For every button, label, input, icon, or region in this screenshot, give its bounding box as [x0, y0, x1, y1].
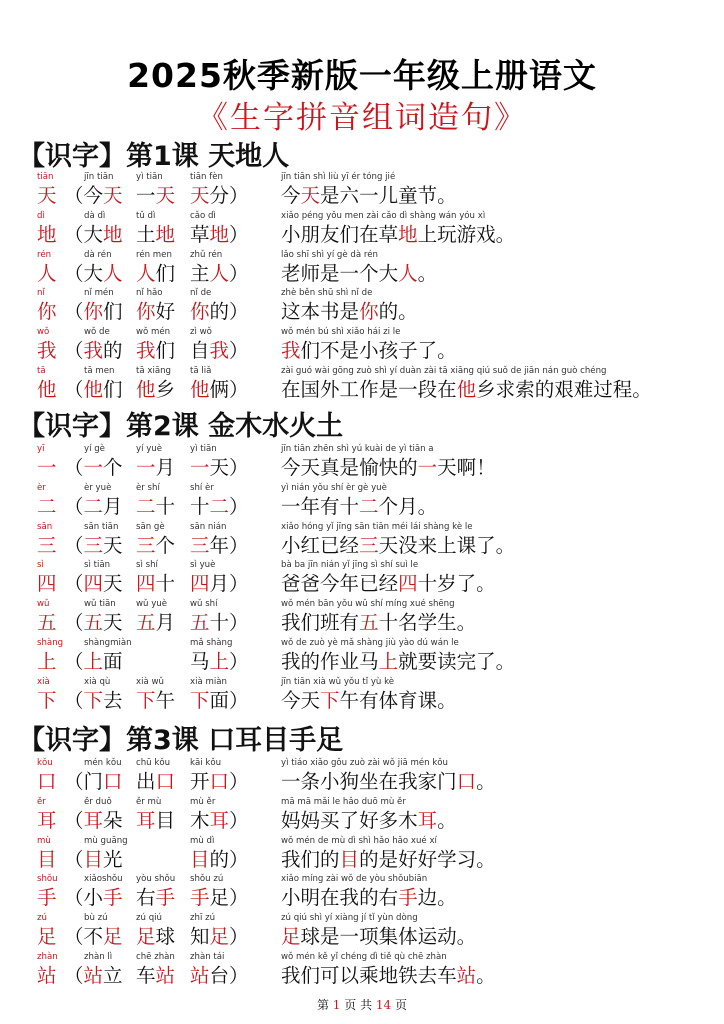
word-1-pinyin: dà dì — [84, 210, 106, 221]
character-text: 下 — [37, 688, 57, 712]
word-1-text: （大人 — [64, 261, 123, 285]
example-sentence-pinyin: jīn tiān xià wǔ yǒu tǐ yù kè — [281, 676, 395, 687]
example-sentence-pinyin: jīn tiān zhēn shì yú kuài de yì tiān a — [281, 444, 434, 454]
character-pinyin: mù — [37, 835, 51, 846]
word-3-text: 知足） — [190, 925, 249, 949]
character-text: 地 — [37, 222, 57, 246]
word-2-text: 三个 — [136, 533, 176, 557]
character-pinyin: tiān — [37, 172, 54, 182]
word-2-text: 耳目 — [136, 808, 176, 832]
word-1-pinyin: mén kǒu — [84, 758, 122, 768]
example-sentence-text: 小朋友们在草地上玩游戏。 — [281, 222, 516, 246]
character-row — [0, 366, 724, 404]
character-row — [0, 522, 724, 560]
example-sentence-text: 我的作业马上就要读完了。 — [281, 650, 516, 673]
character-text: 我 — [37, 339, 57, 363]
character-pinyin: shǒu — [37, 874, 58, 885]
word-2-pinyin: chē zhàn — [136, 952, 175, 962]
word-3-text: 站台） — [190, 964, 249, 987]
word-1-text: （他们 — [64, 378, 123, 401]
example-sentence-pinyin: zài guó wài gōng zuò shì yí duàn zài tā xiāng qiú suǒ de jiān nán guò chéng — [281, 366, 607, 376]
word-3-pinyin: zhǔ rén — [190, 249, 223, 260]
character-text: 站 — [37, 964, 57, 987]
example-sentence-text: 我们的目的是好好学习。 — [281, 847, 496, 871]
word-3-text: 一天） — [190, 456, 249, 479]
word-3-text: 自我） — [190, 339, 249, 363]
character-pinyin: ěr — [37, 796, 46, 807]
word-2-text: 我们 — [136, 339, 176, 363]
word-2-text: 一月 — [136, 456, 176, 479]
page-subtitle: 《生字拼音组词造句》 — [197, 100, 527, 136]
example-sentence-text: 今天是六一儿童节。 — [281, 184, 457, 207]
character-row — [0, 638, 724, 676]
footer-prefix: 第 — [316, 998, 329, 1012]
word-3-pinyin: tiān fèn — [190, 172, 223, 182]
character-row — [0, 797, 724, 835]
character-text: 一 — [37, 456, 57, 479]
word-1-pinyin: bù zú — [84, 913, 108, 924]
lesson-header: 【识字】第2课 金木水火土 — [18, 411, 344, 442]
example-sentence-text: 在国外工作是一段在他乡求索的艰难过程。 — [281, 378, 652, 401]
character-pinyin: èr — [37, 482, 46, 493]
example-sentence-text: 这本书是你的。 — [281, 300, 418, 324]
word-3-pinyin: sì yuè — [190, 560, 216, 571]
character-pinyin: rén — [37, 249, 52, 260]
example-sentence-pinyin: yì tiáo xiǎo gǒu zuò zài wǒ jiā mén kǒu — [281, 758, 448, 768]
word-2-pinyin: sān gè — [136, 521, 165, 532]
word-3-pinyin: mù dì — [190, 835, 215, 846]
word-2-pinyin: wǒ mén — [136, 327, 171, 338]
example-sentence-pinyin: mā mā mǎi le hǎo duō mù ěr — [281, 796, 406, 807]
character-row — [0, 560, 724, 598]
word-1-text: （门口 — [64, 770, 123, 793]
word-1-pinyin: sān tiān — [84, 521, 119, 532]
example-sentence-pinyin: zú qiú shì yí xiàng jí tǐ yùn dòng — [281, 913, 418, 924]
character-text: 人 — [37, 261, 57, 285]
character-text: 耳 — [37, 808, 57, 832]
word-2-text: 右手 — [136, 886, 176, 910]
character-row — [0, 211, 724, 249]
word-3-pinyin: cǎo dì — [190, 210, 216, 221]
word-1-pinyin: shàngmiàn — [84, 638, 132, 648]
word-3-text: 草地） — [190, 222, 249, 246]
example-sentence-text: 老师是一个大人。 — [281, 261, 438, 285]
lesson-header: 【识字】第3课 口耳目手足 — [18, 725, 344, 756]
word-1-pinyin: xiǎoshǒu — [84, 874, 123, 885]
word-3-text: 三年） — [190, 533, 249, 557]
character-pinyin: wǔ — [37, 599, 50, 610]
character-row — [0, 327, 724, 365]
page-title: 2025秋季新版一年级上册语文 — [127, 56, 597, 95]
example-sentence-pinyin: xiǎo péng yǒu men zài cǎo dì shàng wán yóu xì — [281, 210, 486, 221]
word-3-pinyin: tā liǎ — [190, 366, 212, 376]
word-1-text: （四天 — [64, 572, 123, 596]
character-row — [0, 172, 724, 210]
character-pinyin: kǒu — [37, 758, 53, 768]
character-row — [0, 913, 724, 951]
word-2-text: 足球 — [136, 925, 176, 949]
word-3-text: 天分） — [190, 184, 249, 207]
word-1-pinyin: nǐ mén — [84, 288, 114, 299]
word-2-text: 二十 — [136, 494, 176, 518]
word-2-pinyin: yí yuè — [136, 444, 163, 454]
character-row — [0, 952, 724, 990]
character-pinyin: yī — [37, 444, 45, 454]
word-1-pinyin: tā men — [84, 366, 115, 376]
character-pinyin: dì — [37, 210, 45, 221]
character-pinyin: wǒ — [37, 327, 50, 338]
word-1-pinyin: wǒ de — [84, 327, 110, 338]
word-2-pinyin: zú qiú — [136, 913, 162, 924]
word-1-pinyin: ěr duǒ — [84, 796, 112, 807]
word-1-text: （小手 — [64, 886, 123, 910]
word-3-pinyin: zì wǒ — [190, 327, 212, 338]
word-3-text: 手足） — [190, 886, 249, 910]
example-sentence-text: 一年有十二个月。 — [281, 494, 438, 518]
word-2-pinyin: chū kǒu — [136, 758, 171, 768]
word-2-text: 出口 — [136, 770, 176, 793]
character-text: 口 — [37, 770, 57, 793]
character-text: 目 — [37, 847, 57, 871]
character-pinyin: xià — [37, 676, 50, 687]
word-3-pinyin: mǎ shàng — [190, 638, 233, 648]
example-sentence-pinyin: wǒ mén kě yǐ chéng dì tiě qù chē zhàn — [281, 952, 447, 962]
character-text: 五 — [37, 611, 57, 635]
word-1-pinyin: jīn tiān — [84, 172, 114, 182]
word-1-text: （二月 — [64, 494, 123, 518]
word-3-pinyin: sān nián — [190, 521, 227, 532]
word-3-text: 他俩） — [190, 378, 249, 401]
character-row — [0, 758, 724, 796]
example-sentence-pinyin: xiǎo míng zài wǒ de yòu shǒubiān — [281, 874, 428, 885]
word-1-text: （我的 — [64, 339, 123, 363]
footer-total-pages: 14 — [375, 998, 392, 1012]
word-2-pinyin: wǔ yuè — [136, 599, 168, 610]
character-pinyin: nǐ — [37, 288, 45, 299]
character-pinyin: zú — [37, 913, 47, 924]
word-1-pinyin: mù guāng — [84, 835, 128, 846]
word-1-text: （目光 — [64, 847, 123, 871]
word-1-pinyin: dà rén — [84, 249, 112, 260]
word-3-pinyin: shí èr — [190, 482, 214, 493]
example-sentence-text: 我们班有五十名学生。 — [281, 611, 477, 635]
footer-middle: 页 共 — [344, 998, 373, 1012]
word-3-pinyin: yì tiān — [190, 444, 217, 454]
character-text: 手 — [37, 886, 57, 910]
example-sentence-text: 小明在我的右手边。 — [281, 886, 457, 910]
word-3-text: 木耳） — [190, 808, 249, 832]
example-sentence-pinyin: lǎo shī shì yí gè dà rén — [281, 249, 378, 260]
word-2-text: 他乡 — [136, 378, 176, 401]
word-2-pinyin: ěr mù — [136, 796, 162, 807]
word-3-text: 下面） — [190, 688, 249, 712]
character-text: 足 — [37, 925, 57, 949]
word-2-pinyin: tā xiāng — [136, 366, 172, 376]
word-3-pinyin: zhàn tái — [190, 952, 225, 962]
word-3-text: 目的） — [190, 847, 249, 871]
page-footer — [0, 996, 724, 1013]
word-3-text: 你的） — [190, 300, 249, 324]
word-2-text: 人们 — [136, 261, 176, 285]
word-2-pinyin: rén men — [136, 249, 172, 260]
word-2-text: 下午 — [136, 688, 176, 712]
example-sentence-text: 我们不是小孩子了。 — [281, 339, 457, 363]
word-2-text: 五月 — [136, 611, 176, 635]
word-3-text: 五十） — [190, 611, 249, 635]
example-sentence-pinyin: xiǎo hóng yǐ jīng sān tiān méi lái shàng kè le — [281, 521, 473, 532]
example-sentence-pinyin: zhè běn shū shì nǐ de — [281, 288, 373, 299]
word-2-pinyin: tǔ dì — [136, 210, 156, 221]
word-1-text: （今天 — [64, 184, 123, 207]
example-sentence-text: 足球是一项集体运动。 — [281, 925, 477, 949]
character-text: 三 — [37, 533, 57, 557]
word-1-text: （三天 — [64, 533, 123, 557]
character-text: 四 — [37, 572, 57, 596]
character-text: 天 — [37, 184, 57, 207]
word-2-pinyin: nǐ hǎo — [136, 288, 163, 299]
character-pinyin: sì — [37, 560, 44, 571]
word-1-pinyin: zhàn lì — [84, 952, 113, 962]
character-pinyin: shàng — [37, 638, 64, 648]
character-row — [0, 836, 724, 874]
character-pinyin: zhàn — [37, 952, 58, 962]
example-sentence-pinyin: wǒ mén bú shì xiǎo hái zi le — [281, 327, 401, 338]
word-2-text: 土地 — [136, 222, 176, 246]
word-2-pinyin: yì tiān — [136, 172, 163, 182]
example-sentence-text: 一条小狗坐在我家门口。 — [281, 770, 496, 793]
word-3-text: 四月） — [190, 572, 249, 596]
example-sentence-text: 我们可以乘地铁去车站。 — [281, 964, 496, 987]
word-2-text: 车站 — [136, 964, 176, 987]
character-text: 你 — [37, 300, 57, 324]
word-3-text: 主人） — [190, 261, 249, 285]
example-sentence-text: 今天真是愉快的一天啊！ — [281, 456, 496, 479]
word-2-text: 你好 — [136, 300, 176, 324]
character-row — [0, 677, 724, 715]
word-1-pinyin: èr yuè — [84, 482, 112, 493]
word-1-text: （上面 — [64, 650, 123, 673]
character-text: 二 — [37, 494, 57, 518]
character-pinyin: tā — [37, 366, 46, 376]
word-3-text: 开口） — [190, 770, 249, 793]
word-3-pinyin: nǐ de — [190, 288, 212, 299]
lesson-header: 【识字】第1课 天地人 — [18, 141, 290, 172]
character-text: 他 — [37, 378, 57, 401]
word-1-text: （大地 — [64, 222, 123, 246]
footer-page-number: 1 — [332, 998, 341, 1012]
character-row — [0, 874, 724, 912]
word-1-text: （一个 — [64, 456, 123, 479]
word-2-pinyin: yòu shǒu — [136, 874, 176, 885]
word-1-pinyin: sì tiān — [84, 560, 111, 571]
word-1-text: （五天 — [64, 611, 123, 635]
example-sentence-pinyin: jīn tiān shì liù yī ér tóng jié — [281, 172, 396, 182]
word-1-text: （你们 — [64, 300, 123, 324]
word-3-pinyin: xià miàn — [190, 676, 227, 687]
example-sentence-pinyin: wǒ mén de mù dì shì hǎo hǎo xué xí — [281, 835, 437, 846]
word-3-pinyin: zhī zú — [190, 913, 216, 924]
example-sentence-text: 妈妈买了好多木耳。 — [281, 808, 457, 832]
example-sentence-text: 小红已经三天没来上课了。 — [281, 533, 516, 557]
word-1-pinyin: yí gè — [84, 444, 105, 454]
word-1-text: （站立 — [64, 964, 123, 987]
word-2-text: 四十 — [136, 572, 176, 596]
character-row — [0, 483, 724, 521]
character-row — [0, 599, 724, 637]
character-row — [0, 250, 724, 288]
word-3-pinyin: shǒu zú — [190, 874, 224, 885]
character-pinyin: sān — [37, 521, 53, 532]
character-row — [0, 444, 724, 482]
example-sentence-pinyin: yì nián yǒu shí èr gè yuè — [281, 482, 387, 493]
word-2-pinyin: èr shí — [136, 482, 160, 493]
word-2-pinyin: xià wǔ — [136, 676, 164, 687]
example-sentence-pinyin: wǒ mén bān yǒu wǔ shí míng xué shēng — [281, 599, 455, 610]
example-sentence-text: 爸爸今年已经四十岁了。 — [281, 572, 496, 596]
word-3-pinyin: kāi kǒu — [190, 758, 222, 768]
character-row — [0, 288, 724, 326]
word-1-text: （不足 — [64, 925, 123, 949]
word-3-pinyin: wǔ shí — [190, 599, 218, 610]
word-3-text: 马上） — [190, 650, 249, 673]
example-sentence-pinyin: bà ba jīn nián yǐ jīng sì shí suì le — [281, 560, 419, 571]
word-2-pinyin: sì shí — [136, 560, 158, 571]
footer-suffix: 页 — [395, 998, 408, 1012]
word-1-pinyin: wǔ tiān — [84, 599, 116, 610]
word-1-pinyin: xià qù — [84, 676, 111, 687]
character-text: 上 — [37, 650, 57, 673]
word-3-pinyin: mù ěr — [190, 796, 216, 807]
word-2-text: 一天 — [136, 184, 176, 207]
word-1-text: （耳朵 — [64, 808, 123, 832]
word-1-text: （下去 — [64, 688, 123, 712]
word-3-text: 十二） — [190, 494, 249, 518]
example-sentence-pinyin: wǒ de zuò yè mǎ shàng jiù yào dú wán le — [281, 638, 459, 648]
example-sentence-text: 今天下午有体育课。 — [281, 688, 457, 712]
